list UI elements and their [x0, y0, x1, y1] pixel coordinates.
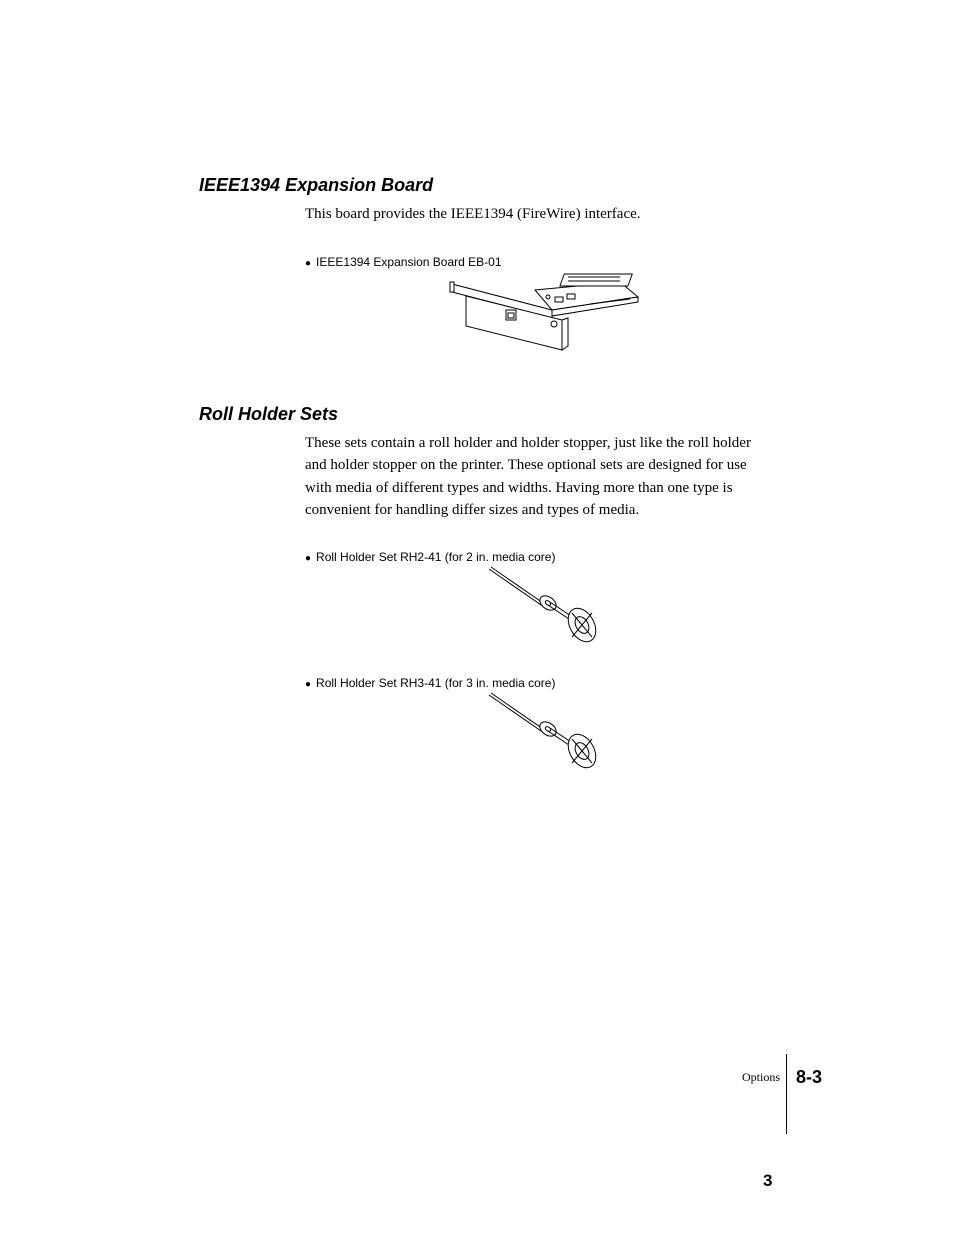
roll-holder-illustration [486, 693, 604, 771]
list-item-eb01 [305, 255, 502, 269]
section-paragraph-roll-holder: These sets contain a roll holder and holder stopper, just like the roll holder and holder stopper on the printer. These optional sets are designed for use with media of different types and widths. Having more than one type is convenient for handling differ sizes and types of media. [305, 435, 751, 518]
footer-section-label: Options [742, 1070, 781, 1084]
list-item-rh3-41 [305, 676, 555, 690]
roll-holder-illustration [486, 567, 604, 645]
bullet-icon: ● [305, 679, 312, 690]
section-heading-roll-holder: Roll Holder Sets [199, 404, 339, 424]
bullet-icon: ● [305, 258, 312, 269]
page-number: 3 [763, 1171, 773, 1190]
section-paragraph-ieee1394: This board provides the IEEE1394 (FireWire) interface. [305, 206, 641, 222]
footer-divider [786, 1054, 787, 1134]
list-item-label: Roll Holder Set RH3-41 (for 3 in. media core) [316, 676, 556, 690]
list-item-rh2-41 [305, 550, 555, 564]
expansion-board-illustration [440, 272, 645, 352]
list-item-label: Roll Holder Set RH2-41 (for 2 in. media core) [316, 550, 556, 564]
section-heading-ieee1394: IEEE1394 Expansion Board [199, 175, 434, 195]
bullet-icon: ● [305, 553, 312, 564]
footer-chapter-page: 8-3 [796, 1067, 823, 1087]
list-item-label: IEEE1394 Expansion Board EB-01 [316, 255, 502, 269]
